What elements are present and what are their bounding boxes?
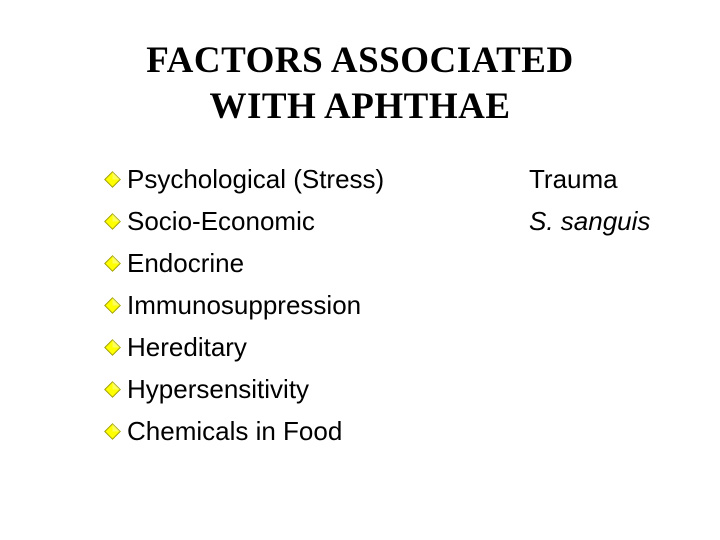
list-item-label: Chemicals in Food	[127, 416, 343, 446]
list-item-label: Hypersensitivity	[127, 374, 310, 404]
diamond-bullet-icon	[104, 423, 121, 440]
list-item-label: Socio-Economic	[127, 206, 315, 236]
factor-trauma: Trauma	[529, 164, 618, 194]
list-item-endocrine	[104, 242, 384, 284]
factors-list	[104, 158, 384, 452]
slide-title	[0, 38, 720, 130]
list-item-label: Hereditary	[127, 332, 247, 362]
list-item-hypersensitivity	[104, 368, 384, 410]
title-line-2: WITH APHTHAE	[209, 86, 511, 127]
list-item-socio-economic	[104, 200, 384, 242]
diamond-bullet-icon	[104, 381, 121, 398]
list-item-chemicals-in-food	[104, 410, 384, 452]
list-item-immunosuppression	[104, 284, 384, 326]
list-item-label: Endocrine	[127, 248, 245, 278]
factor-s-sanguis: S. sanguis	[529, 206, 651, 236]
diamond-bullet-icon	[104, 339, 121, 356]
diamond-bullet-icon	[104, 297, 121, 314]
diamond-bullet-icon	[104, 171, 121, 188]
list-item-label: Psychological (Stress)	[127, 164, 385, 194]
list-item-psychological	[104, 158, 384, 200]
list-item-hereditary	[104, 326, 384, 368]
title-line-1: FACTORS ASSOCIATED	[146, 40, 574, 81]
additional-factors	[529, 158, 650, 242]
list-item-label: Immunosuppression	[127, 290, 362, 320]
diamond-bullet-icon	[104, 213, 121, 230]
diamond-bullet-icon	[104, 255, 121, 272]
